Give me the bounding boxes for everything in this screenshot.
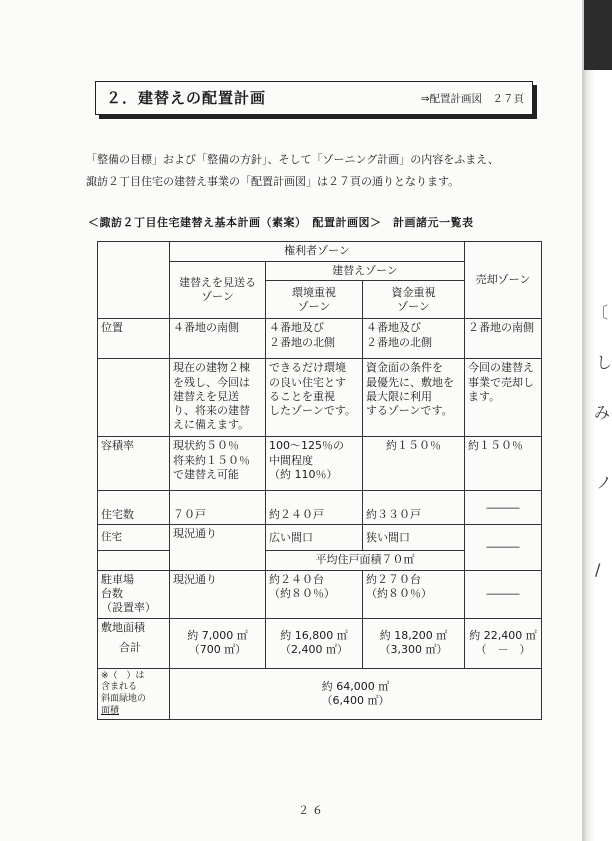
description-env-line: できるだけ環境 (269, 361, 346, 375)
site-area-env-line-2: （2,400 ㎡） (280, 643, 348, 657)
location-env-line-1: ４番地及び (269, 321, 324, 335)
description-fund (363, 359, 465, 437)
plan-specification-table (97, 241, 542, 720)
scan-mark: 〔 (592, 303, 609, 322)
intro-line-2: 諏訪２丁目住宅の建替え事業の「配置計画図」は２７頁の通りとなります。 (86, 175, 460, 188)
site-area-env-line-1: 約 16,800 ㎡ (280, 628, 348, 642)
housing-label-spacer (98, 551, 170, 570)
description-defer (170, 359, 266, 437)
far-env-line-2: 中間程度 (269, 453, 313, 467)
far-label: 容積率 (98, 437, 170, 491)
site-area-fund-line-2: （3,300 ㎡） (379, 643, 448, 657)
far-env (266, 437, 363, 491)
location-sale: ２番地の南側 (465, 319, 542, 359)
scan-mark: ノ (596, 473, 612, 492)
description-fund-line: するゾーンです。 (366, 404, 453, 418)
units-defer: ７０戸 (170, 491, 266, 525)
site-area-env (266, 618, 363, 668)
description-sale-line: 事業で売却し (468, 375, 534, 389)
description-defer-line: えに備えます。 (173, 418, 250, 432)
description-defer-line: 現在の建物２棟 (173, 361, 250, 375)
slope-green-note (98, 668, 170, 720)
site-area-defer-line-2: （700 ㎡） (188, 643, 247, 657)
location-label: 位置 (98, 319, 170, 359)
description-env-line: ることを重視 (269, 389, 335, 403)
slope-green-note-line-4: 面積 (101, 705, 120, 716)
rebuild-zone-header: 建替えゾーン (266, 262, 465, 281)
fund-zone-header-line-2: ゾーン (397, 299, 430, 313)
description-env (266, 359, 363, 437)
description-sale-line: ます。 (468, 389, 501, 403)
parking-label-line-3: （設置率） (101, 601, 156, 615)
site-area-label (98, 618, 170, 668)
parking-fund-line-1: 約２７０台 (366, 572, 421, 586)
intro-line-1: 「整備の目標」および「整備の方針」、そして「ゾーニング計画」の内容をふまえ、 (86, 153, 499, 166)
slope-green-note-line-1: ※（ ）は (101, 670, 145, 681)
site-area-sale (465, 618, 542, 668)
location-fund-line-2: ２番地の北側 (366, 335, 432, 349)
location-env (266, 319, 363, 359)
site-area-defer (170, 618, 266, 668)
defer-zone-header (170, 262, 266, 319)
env-zone-header (266, 281, 363, 319)
page-number: ２６ (298, 804, 326, 817)
scan-mark: み (594, 403, 611, 422)
far-fund: 約１５０％ (363, 437, 465, 491)
description-sale (465, 359, 542, 437)
parking-env-line-2: （約８０％） (269, 586, 335, 600)
description-env-line: したゾーンです。 (269, 404, 356, 418)
far-defer-line-3: で建替え可能 (173, 467, 239, 481)
site-area-label-line-1: 敷地面積 (101, 620, 145, 634)
location-defer: ４番地の南側 (170, 319, 266, 359)
site-area-defer-line-1: 約 7,000 ㎡ (187, 628, 248, 642)
description-fund-line: 資金面の条件を (366, 361, 443, 375)
rights-zone-header: 権利者ゾーン (170, 242, 465, 262)
description-label (98, 359, 170, 437)
description-defer-line: り、将来の建替 (173, 404, 250, 418)
description-fund-line: 最優先に、敷地を (366, 375, 454, 389)
scan-mark: / (595, 560, 601, 579)
location-env-line-2: ２番地の北側 (269, 335, 335, 349)
total-site-area-line-2: （6,400 ㎡） (321, 693, 390, 707)
parking-label-line-2: 台数 (101, 586, 123, 600)
units-label: 住宅数 (98, 491, 170, 525)
housing-label: 住宅 (98, 525, 170, 551)
housing-env: 広い間口 (266, 525, 363, 551)
parking-fund (363, 570, 465, 618)
env-zone-header-line-1: 環境重視 (292, 285, 336, 299)
units-fund: 約３３０戸 (363, 491, 465, 525)
site-area-sale-line-2: （ － ） (475, 643, 531, 657)
location-fund-line-1: ４番地及び (366, 321, 421, 335)
location-fund (363, 319, 465, 359)
far-env-line-1: 100～125％の (269, 439, 344, 453)
slope-green-note-line-3: 斜面緑地の (101, 693, 147, 704)
section-title: ２．建替えの配置計画 (106, 89, 267, 107)
units-env: 約２４０戸 (266, 491, 363, 525)
description-defer-line: 建替えを見送 (173, 389, 239, 403)
description-env-line: の良い住宅とす (269, 375, 346, 389)
site-area-fund (363, 618, 465, 668)
parking-env (266, 570, 363, 618)
average-unit-area: 平均住戸面積７０㎡ (266, 551, 465, 570)
fund-zone-header (363, 281, 465, 319)
far-defer-line-2: 将来約１５０％ (173, 453, 250, 467)
site-area-fund-line-1: 約 18,200 ㎡ (379, 628, 448, 642)
parking-sale: ――― (465, 570, 542, 618)
section-heading-box (95, 81, 533, 115)
table-corner-cell (98, 242, 170, 319)
housing-defer: 現況通り (170, 525, 266, 570)
parking-label-line-1: 駐車場 (101, 572, 134, 586)
sale-zone-header: 売却ゾーン (465, 242, 542, 319)
description-defer-line: を残し、今回は (173, 375, 250, 389)
parking-defer: 現況通り (170, 570, 266, 618)
parking-label (98, 570, 170, 618)
description-fund-line: 最大限に利用 (366, 389, 432, 403)
parking-fund-line-2: （約８０％） (366, 586, 432, 600)
housing-sale: ――― (465, 525, 542, 570)
parking-env-line-1: 約２４０台 (269, 572, 324, 586)
description-sale-line: 今回の建替え (468, 361, 534, 375)
scan-shadow (584, 0, 612, 70)
scan-mark: し (596, 353, 612, 372)
far-env-line-3: （約 110％） (269, 467, 338, 481)
env-zone-header-line-2: ゾーン (297, 299, 331, 313)
slope-green-note-line-2: 含まれる (101, 682, 138, 693)
total-site-area (170, 668, 542, 720)
far-sale: 約１５０％ (465, 437, 542, 491)
site-area-sale-line-1: 約 22,400 ㎡ (469, 628, 537, 642)
site-area-label-line-2: 合計 (119, 640, 141, 654)
total-site-area-line-1: 約 64,000 ㎡ (321, 679, 390, 693)
section-page-reference: ⇒配置計画図 ２７頁 (420, 93, 524, 105)
table-title: ＜諏訪２丁目住宅建替え基本計画（素案） 配置計画図＞ 計画諸元一覧表 (88, 216, 474, 229)
housing-fund: 狭い間口 (363, 525, 465, 551)
far-defer-line-1: 現状約５０％ (173, 439, 239, 453)
units-sale: ――― (465, 491, 542, 525)
defer-zone-header-line-1: 建替えを見送る (179, 275, 256, 289)
fund-zone-header-line-1: 資金重視 (391, 285, 436, 299)
far-defer (170, 437, 266, 491)
defer-zone-header-line-2: ゾーン (201, 290, 234, 304)
